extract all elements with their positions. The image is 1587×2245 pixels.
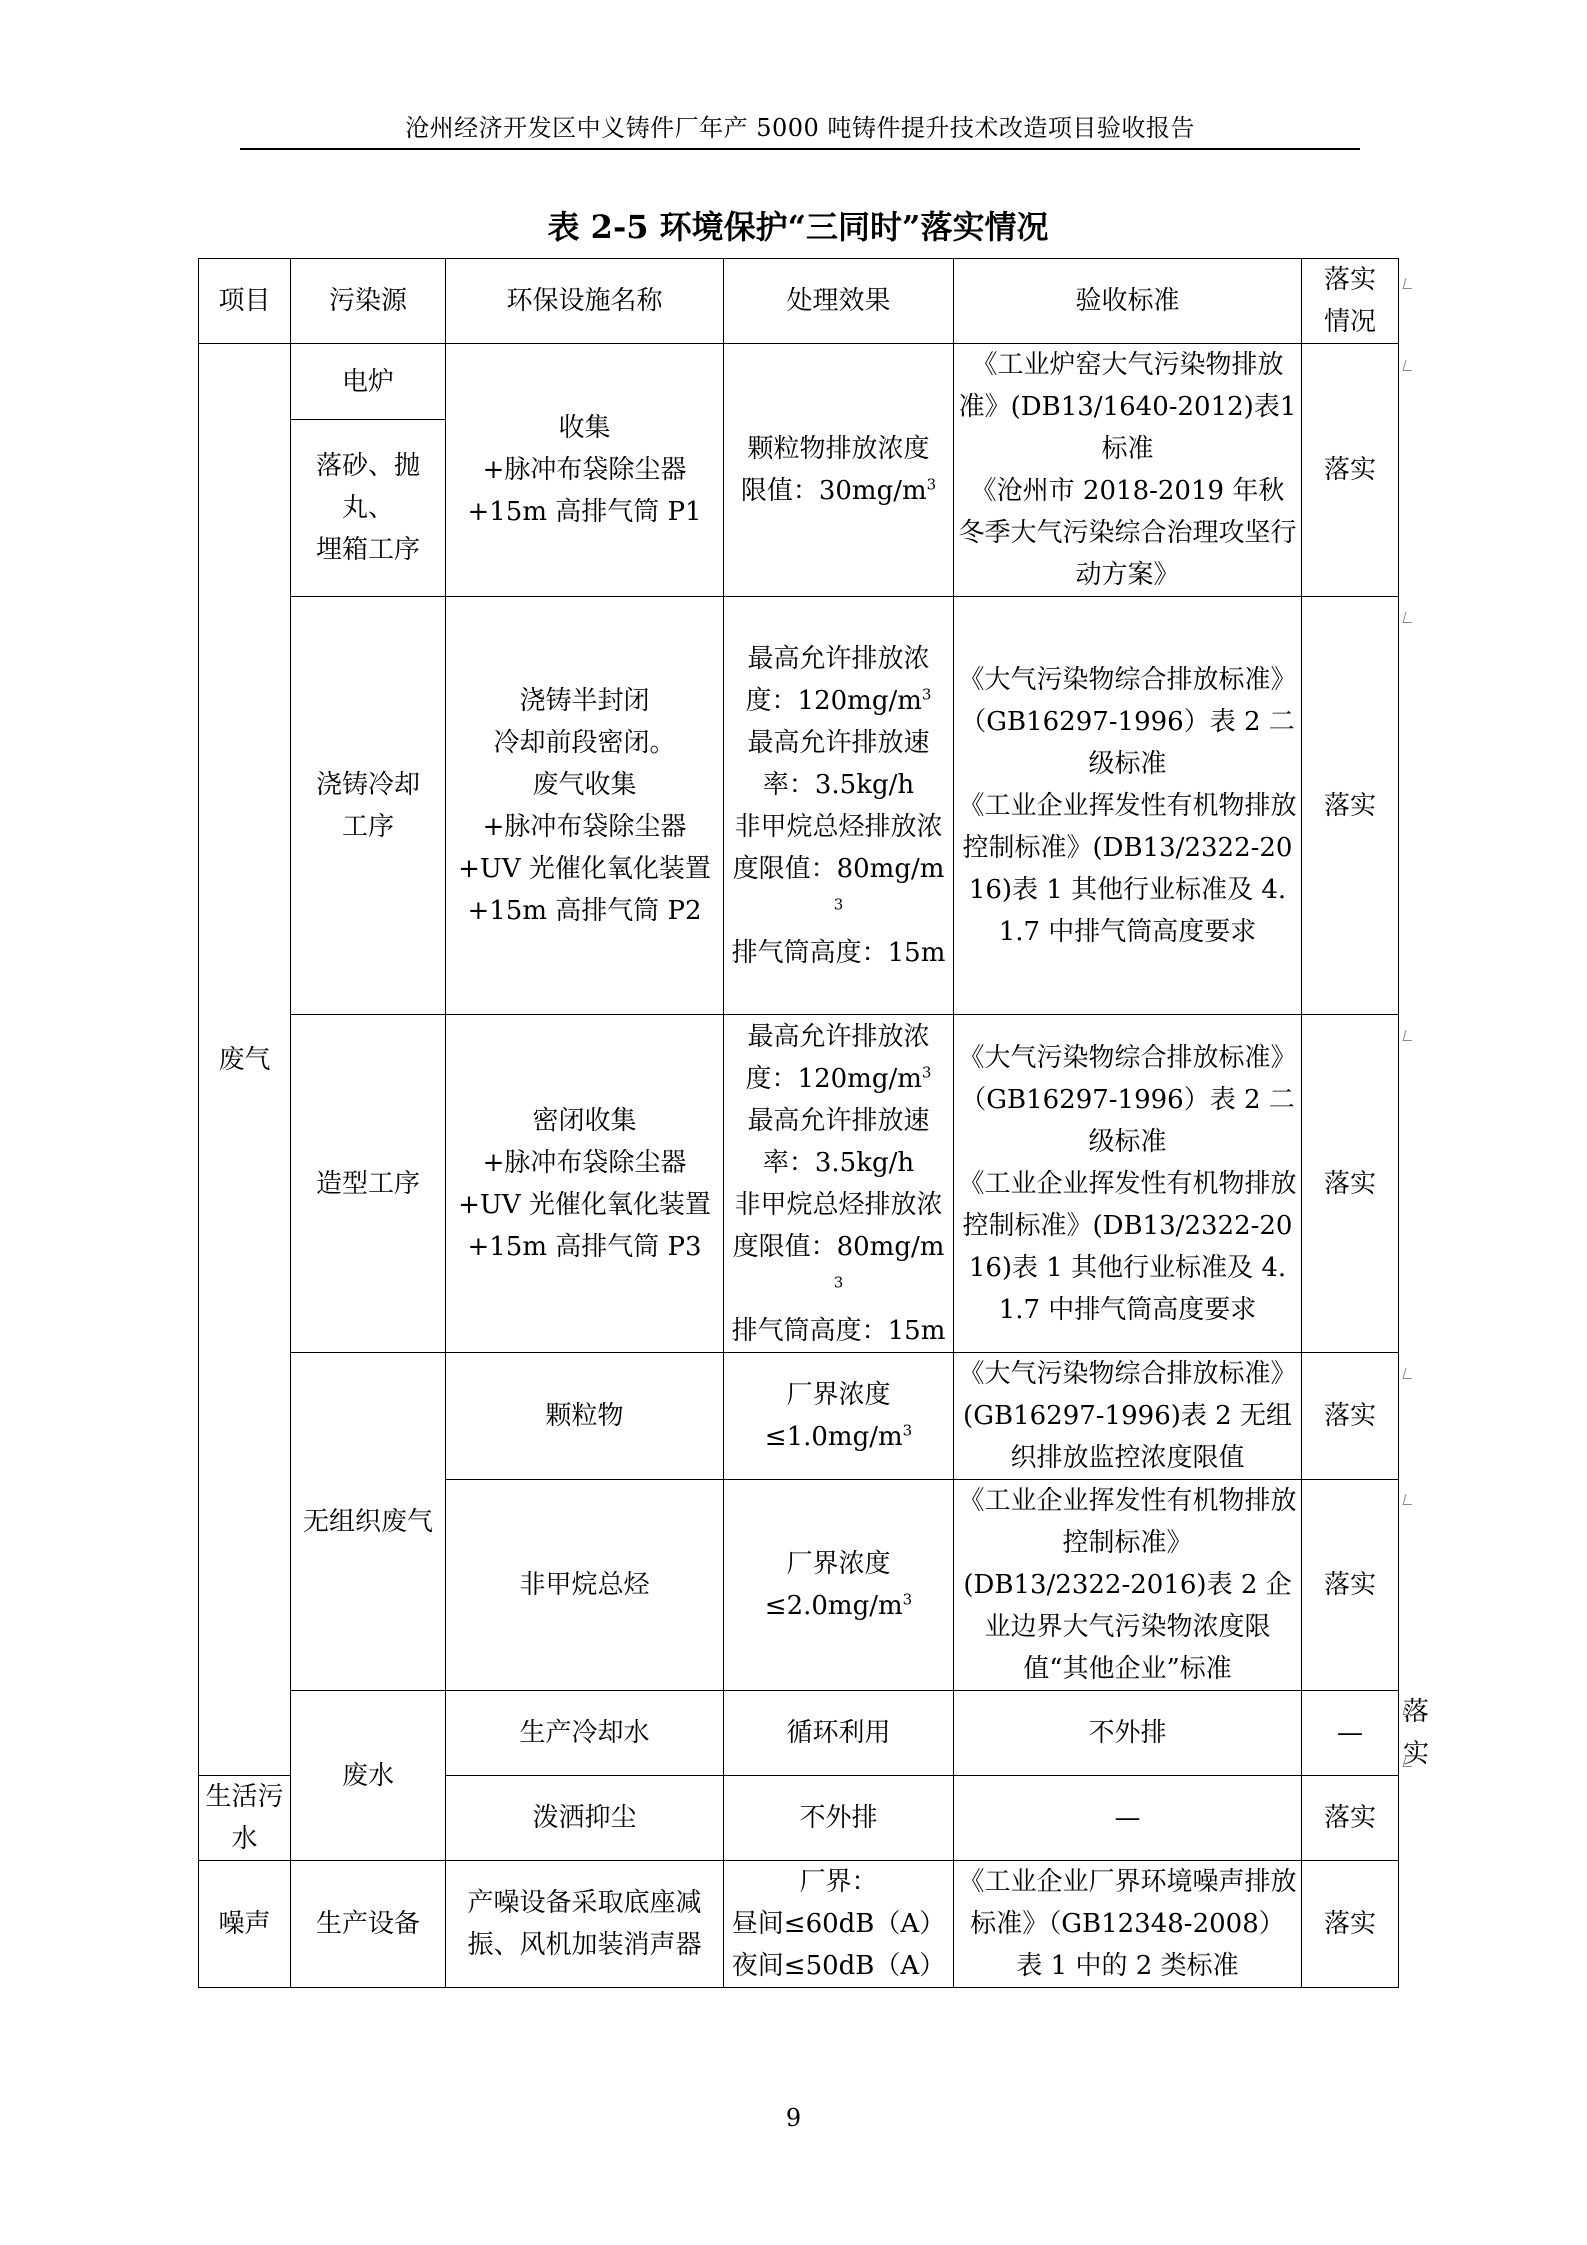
col-header-status: 落实 情况 <box>1302 259 1399 344</box>
effect-cell: 厂界浓度 $\le 1.0mg/m^3$ <box>724 1353 954 1480</box>
source-cell: 生产设备 <box>291 1861 446 1988</box>
source-cell: 浇铸冷却 工序 <box>291 597 446 1015</box>
source-cell: 生活污水 <box>199 1776 291 1861</box>
group-cell-noise: 噪声 <box>199 1861 291 1988</box>
table-caption: 表 2-5 环境保护“三同时”落实情况 <box>547 208 1049 246</box>
effect-cell: 最高允许排放浓度：$120mg/m^3$ 最高允许排放速率：3.5kg/h 非甲烷总烃排放浓度限值：$80mg/m^3$ 排气筒高度：15m <box>724 1015 954 1353</box>
table-row <box>199 597 1399 1015</box>
facility-cell: 泼洒抑尘 <box>446 1776 724 1861</box>
facility-cell: 收集 +脉冲布袋除尘器 +15m 高排气筒 P1 <box>446 344 724 597</box>
table-row <box>199 1015 1399 1353</box>
source-cell: 落砂、抛丸、 埋箱工序 <box>291 420 446 597</box>
table-row <box>199 344 1399 420</box>
report-header: 沧州经济开发区中义铸件厂年产 5000 吨铸件提升技术改造项目验收报告 <box>405 114 1195 142</box>
source-cell: 造型工序 <box>291 1015 446 1353</box>
paragraph-mark-icon <box>1403 612 1415 623</box>
status-cell: 落实 <box>1302 597 1399 1015</box>
effect-cell: 不外排 <box>724 1776 954 1861</box>
facility-cell: 非甲烷总烃 <box>446 1480 724 1691</box>
table-row <box>199 1353 1399 1480</box>
table-row: 废水 生产冷却水 循环利用 不外排 — 落实 <box>199 1691 1399 1776</box>
col-header-standard: 验收标准 <box>954 259 1302 344</box>
status-cell: 落实 <box>1302 1776 1399 1861</box>
effect-cell: 厂界： 昼间≤60dB（A） 夜间≤50dB（A） <box>724 1861 954 1988</box>
status-cell: 落实 <box>1302 1861 1399 1988</box>
paragraph-mark-icon <box>1403 1368 1415 1379</box>
col-header-facility: 环保设施名称 <box>446 259 724 344</box>
facility-cell: 产噪设备采取底座减振、风机加装消声器 <box>446 1861 724 1988</box>
source-cell: 生产冷却水 <box>446 1691 724 1776</box>
facility-cell: 浇铸半封闭 冷却前段密闭。 废气收集 +脉冲布袋除尘器 +UV 光催化氧化装置 +15m 高排气筒 P2 <box>446 597 724 1015</box>
source-cell: 无组织废气 <box>291 1353 446 1691</box>
facility-cell: 颗粒物 <box>446 1353 724 1480</box>
page-number: 9 <box>785 2104 802 2132</box>
standard-cell: 《大气污染物综合排放标准》(GB16297-1996)表 2 无组织排放监控浓度限值 <box>954 1353 1302 1480</box>
standard-cell: 《工业企业厂界环境噪声排放标准》（GB12348-2008）表 1 中的 2 类标准 <box>954 1861 1302 1988</box>
paragraph-mark-icon <box>1403 1494 1415 1505</box>
facility-cell: 密闭收集 +脉冲布袋除尘器 +UV 光催化氧化装置 +15m 高排气筒 P3 <box>446 1015 724 1353</box>
effect-cell: 最高允许排放浓度：$120mg/m^3$ 最高允许排放速率：3.5kg/h 非甲烷总烃排放浓度限值：$80mg/m^3$ 排气筒高度：15m <box>724 597 954 1015</box>
standard-cell: 《工业企业挥发性有机物排放控制标准》 (DB13/2322-2016)表 2 企业边界大气污染物浓度限值“其他企业”标准 <box>954 1480 1302 1691</box>
standard-cell: 《工业炉窑大气污染物排放准》(DB13/1640-2012)表1 标准 《沧州市 2018-2019 年秋冬季大气污染综合治理攻坚行动方案》 <box>954 344 1302 597</box>
col-header-item: 项目 <box>199 259 291 344</box>
group-cell-water: 废水 <box>291 1691 446 1861</box>
status-cell: 落实 <box>1302 1480 1399 1691</box>
environmental-protection-table <box>198 258 1430 1988</box>
table-row <box>199 1861 1399 1988</box>
paragraph-mark-icon <box>1403 1030 1415 1041</box>
col-header-effect: 处理效果 <box>724 259 954 344</box>
effect-cell: 厂界浓度 $\le 2.0mg/m^3$ <box>724 1480 954 1691</box>
group-cell-gas: 废气 <box>199 344 291 1776</box>
facility-cell: 循环利用 <box>724 1691 954 1776</box>
effect-cell: 不外排 <box>954 1691 1302 1776</box>
status-cell: 落实 <box>1302 1353 1399 1480</box>
table-header-row <box>199 259 1399 344</box>
paragraph-mark-icon <box>1403 278 1415 289</box>
header-divider <box>240 148 1360 150</box>
source-cell: 电炉 <box>291 344 446 420</box>
standard-cell: 《大气污染物综合排放标准》（GB16297-1996）表 2 二级标准 《工业企业挥发性有机物排放控制标准》(DB13/2322-2016)表 1 其他行业标准及 4.1.7 中排气筒高度要求 <box>954 1015 1302 1353</box>
standard-cell: — <box>954 1776 1302 1861</box>
status-cell: 落实 <box>1302 1015 1399 1353</box>
col-header-source: 污染源 <box>291 259 446 344</box>
status-cell: 落实 <box>1302 344 1399 597</box>
paragraph-mark-icon <box>1403 360 1415 371</box>
effect-cell: 颗粒物排放浓度 限值：$30mg/m^3$ <box>724 344 954 597</box>
standard-cell: 《大气污染物综合排放标准》（GB16297-1996）表 2 二级标准 《工业企业挥发性有机物排放控制标准》(DB13/2322-2016)表 1 其他行业标准及 4.1.7 中排气筒高度要求 <box>954 597 1302 1015</box>
standard-cell: — <box>1302 1691 1399 1776</box>
